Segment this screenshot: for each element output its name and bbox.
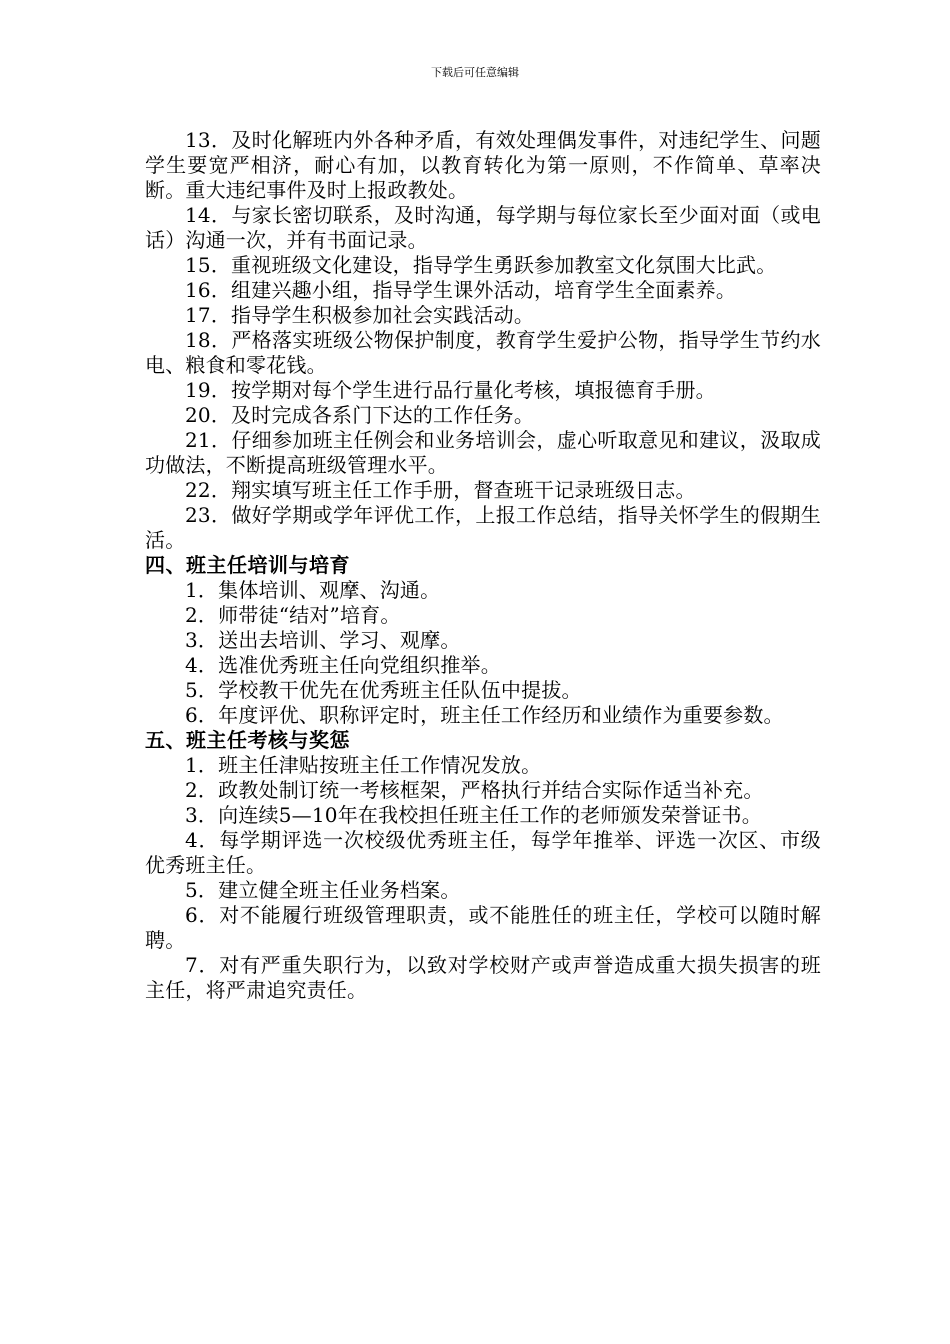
list-item: 7．对有严重失职行为，以致对学校财产或声誉造成重大损失损害的班主任，将严肃追究责任。 [145,953,821,1002]
list-item: 3．向连续5—10年在我校担任班主任工作的老师颁发荣誉证书。 [185,803,762,827]
list-item: 5．学校教干优先在优秀班主任队伍中提拔。 [185,678,582,702]
list-item: 17．指导学生积极参加社会实践活动。 [185,303,535,327]
list-item: 18．严格落实班级公物保护制度，教育学生爱护公物，指导学生节约水电、粮食和零花钱。 [145,328,821,377]
document-body [145,128,821,1003]
section-heading-assessment: 五、班主任考核与奖惩 [145,728,350,752]
list-item: 6．对不能履行班级管理职责，或不能胜任的班主任，学校可以随时解聘。 [145,903,821,952]
list-item: 3．送出去培训、学习、观摩。 [185,628,461,652]
list-item: 4．选准优秀班主任向党组织推举。 [185,653,501,677]
list-item: 16．组建兴趣小组，指导学生课外活动，培育学生全面素养。 [185,278,737,302]
list-item: 6．年度评优、职称评定时，班主任工作经历和业绩作为重要参数。 [185,703,784,727]
list-item: 23．做好学期或学年评优工作，上报工作总结，指导关怀学生的假期生活。 [145,503,821,552]
list-item: 2．师带徒“结对”培育。 [185,603,401,627]
list-item: 15．重视班级文化建设，指导学生勇跃参加教室文化氛围大比武。 [185,253,777,277]
list-item: 1．班主任津贴按班主任工作情况发放。 [185,753,542,777]
list-item: 4．每学期评选一次校级优秀班主任，每学年推举、评选一次区、市级优秀班主任。 [145,828,821,877]
list-item: 14．与家长密切联系，及时沟通，每学期与每位家长至少面对面（或电话）沟通一次，并有书面记录。 [145,203,821,252]
list-item: 22．翔实填写班主任工作手册，督查班干记录班级日志。 [185,478,696,502]
section-heading-training: 四、班主任培训与培育 [145,553,350,577]
list-item: 20．及时完成各系门下达的工作任务。 [185,403,535,427]
list-item: 5．建立健全班主任业务档案。 [185,878,461,902]
page-header: 下载后可任意编辑 [431,66,519,79]
list-item: 1．集体培训、观摩、沟通。 [185,578,441,602]
list-item: 19．按学期对每个学生进行品行量化考核，填报德育手册。 [185,378,716,402]
list-item: 21．仔细参加班主任例会和业务培训会，虚心听取意见和建议，汲取成功做法，不断提高班级管理水平。 [145,428,821,477]
list-item: 2．政教处制订统一考核框架，严格执行并结合实际作适当补充。 [185,778,764,802]
list-item: 13．及时化解班内外各种矛盾，有效处理偶发事件，对违纪学生、问题学生要宽严相济，耐心有加，以教育转化为第一原则，不作简单、草率决断。重大违纪事件及时上报政教处。 [145,128,821,202]
